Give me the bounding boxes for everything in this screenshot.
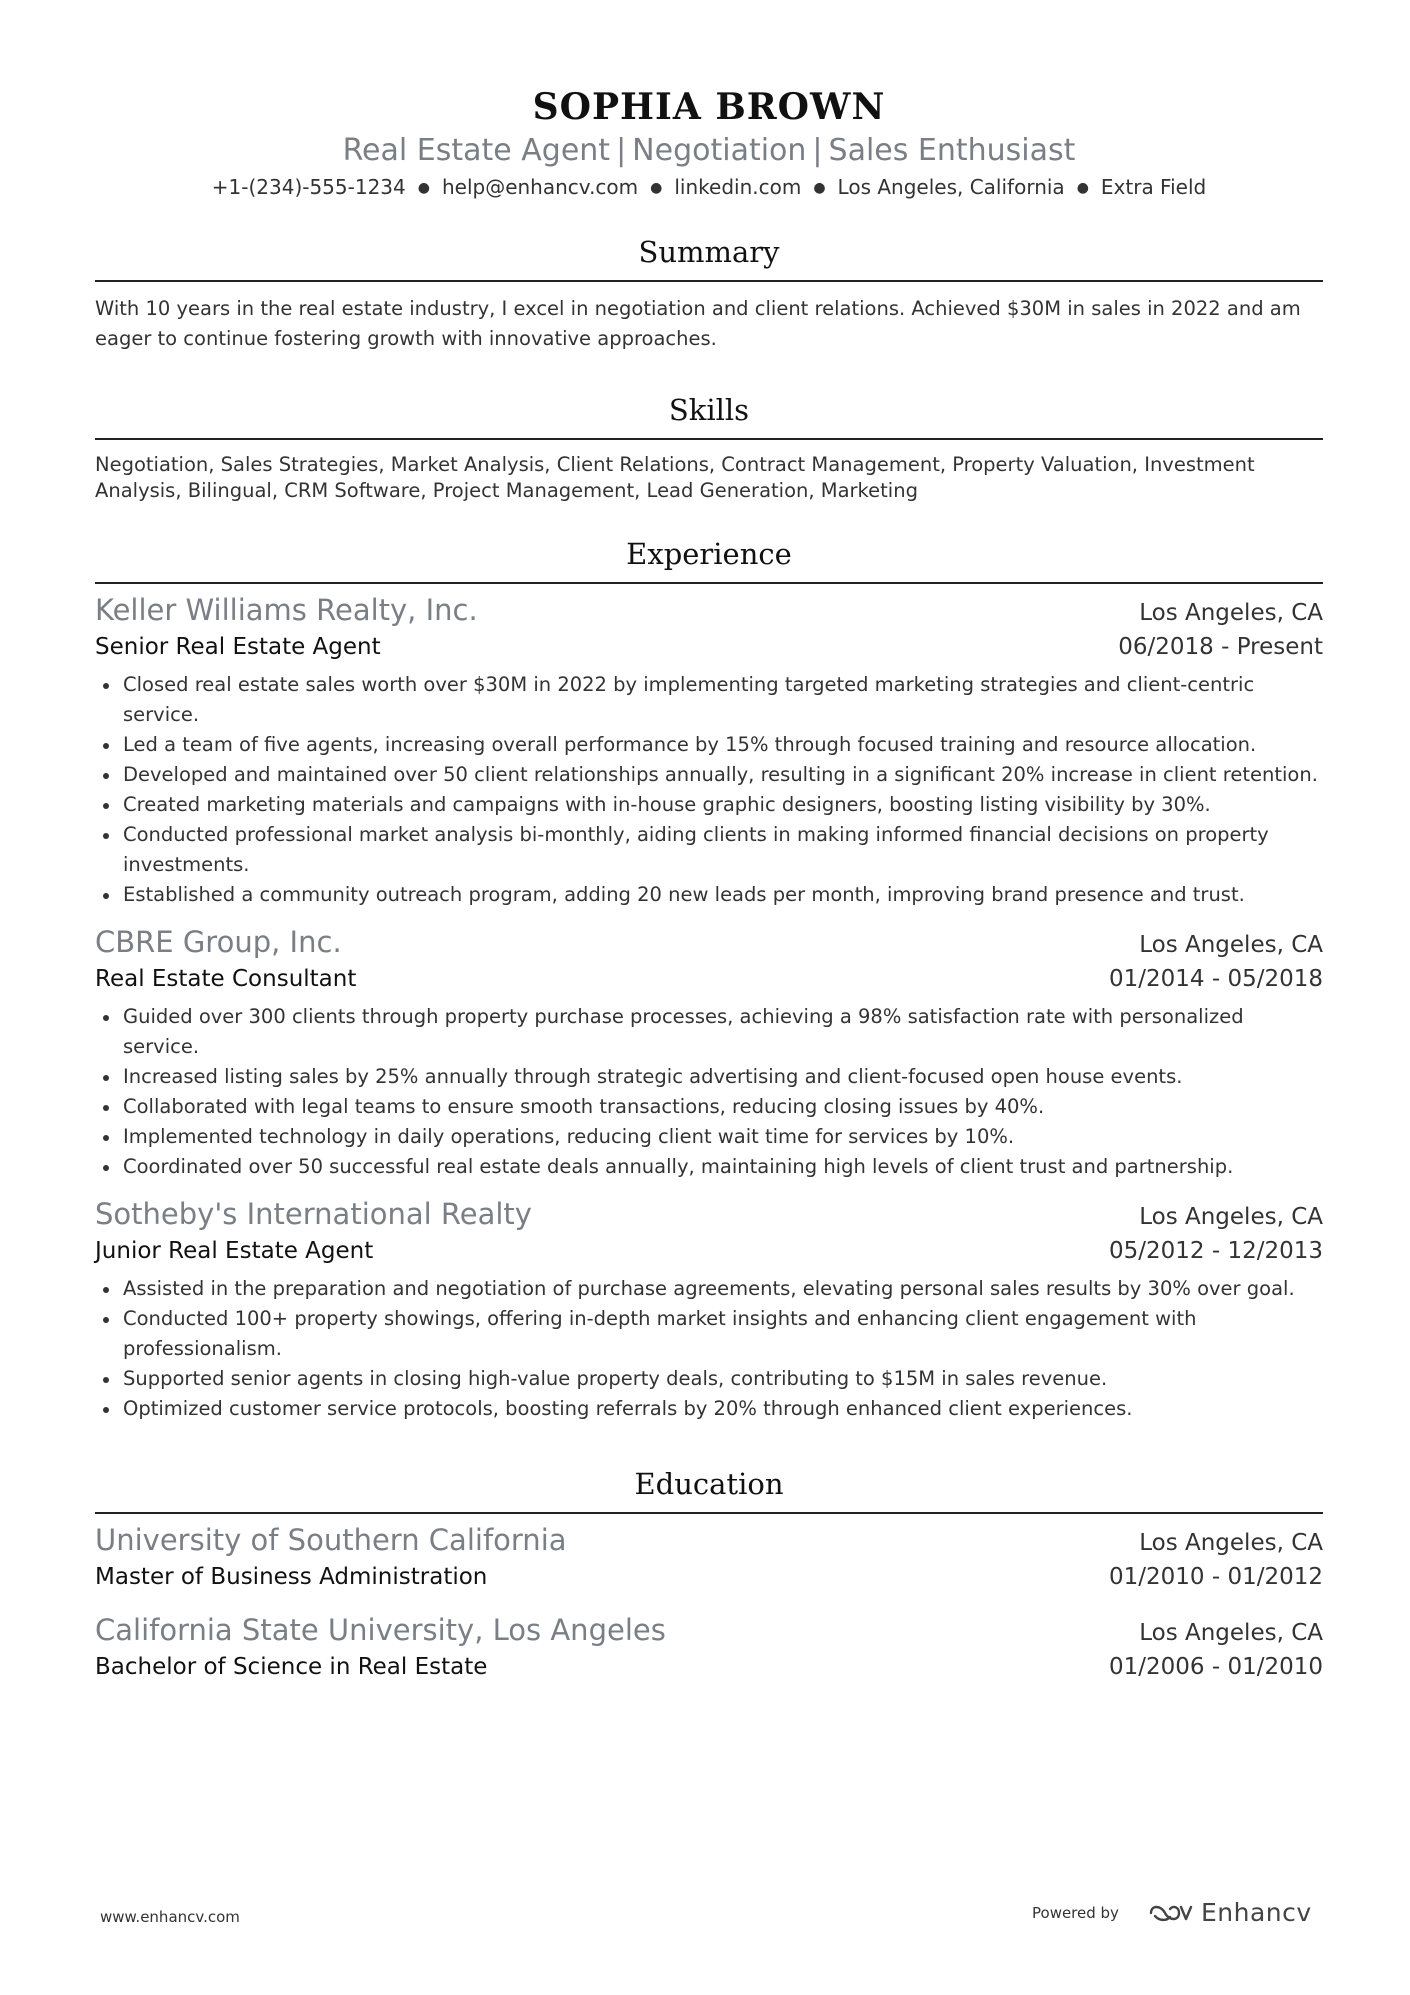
list-item: Created marketing materials and campaigns with in-house graphic designers, boosting listing visibility by 30%. <box>95 790 1323 820</box>
list-item: Supported senior agents in closing high-value property deals, contributing to $15M in sales revenue. <box>95 1364 1323 1394</box>
list-item: Conducted professional market analysis bi-monthly, aiding clients in making informed financial decisions on property investments. <box>95 820 1323 880</box>
list-item: Established a community outreach program, adding 20 new leads per month, improving brand presence and trust. <box>95 880 1323 910</box>
school-location: Los Angeles, CA <box>1139 1530 1323 1556</box>
education-dates: 01/2006 - 01/2010 <box>1108 1654 1323 1680</box>
list-item: Developed and maintained over 50 client relationships annually, resulting in a significant 20% increase in client retention. <box>95 760 1323 790</box>
contact-phone: +1-(234)-555-1234 <box>211 175 406 199</box>
headline-title-1: Real Estate Agent <box>342 133 611 168</box>
headline-title-3: Sales Enthusiast <box>828 133 1076 168</box>
school-name: California State University, Los Angeles <box>95 1613 666 1647</box>
job-location: Los Angeles, CA <box>1139 600 1323 626</box>
job-bullets <box>95 670 1323 910</box>
job-bullets <box>95 1002 1323 1182</box>
job-bullets <box>95 1274 1323 1424</box>
resume-page <box>95 85 1323 1684</box>
job-title: Real Estate Consultant <box>95 966 357 992</box>
list-item: Optimized customer service protocols, boosting referrals by 20% through enhanced client experiences. <box>95 1394 1323 1424</box>
company-name: Keller Williams Realty, Inc. <box>95 593 478 627</box>
brand-name: Enhancv <box>1200 1898 1312 1927</box>
section-title-education: Education <box>95 1464 1323 1514</box>
contact-email[interactable]: help@enhancv.com <box>441 175 639 199</box>
enhancv-logo-icon <box>1145 1899 1195 1927</box>
headline-title-2: Negotiation <box>632 133 807 168</box>
contact-extra: Extra Field <box>1100 175 1207 199</box>
job-title: Junior Real Estate Agent <box>95 1238 374 1264</box>
bullet-separator: ● <box>1076 180 1089 196</box>
job-dates: 01/2014 - 05/2018 <box>1108 966 1323 992</box>
contact-line <box>95 173 1323 202</box>
list-item: Increased listing sales by 25% annually through strategic advertising and client-focused open house events. <box>95 1062 1323 1092</box>
powered-by-label: Powered by <box>1032 1903 1119 1922</box>
school-location: Los Angeles, CA <box>1139 1620 1323 1646</box>
footer-branding <box>1032 1898 1312 1927</box>
list-item: Collaborated with legal teams to ensure smooth transactions, reducing closing issues by 40%. <box>95 1092 1323 1122</box>
contact-location: Los Angeles, California <box>837 175 1065 199</box>
contact-linkedin[interactable]: linkedin.com <box>674 175 802 199</box>
job-dates: 05/2012 - 12/2013 <box>1108 1238 1323 1264</box>
bullet-separator: ● <box>417 180 430 196</box>
experience-entry <box>95 592 1323 910</box>
school-name: University of Southern California <box>95 1523 567 1557</box>
list-item: Guided over 300 clients through property purchase processes, achieving a 98% satisfaction rate with personalized service. <box>95 1002 1323 1062</box>
company-name: CBRE Group, Inc. <box>95 925 342 959</box>
list-item: Assisted in the preparation and negotiation of purchase agreements, elevating personal sales results by 30% over goal. <box>95 1274 1323 1304</box>
experience-entry <box>95 1196 1323 1424</box>
skills-text: Negotiation, Sales Strategies, Market Analysis, Client Relations, Contract Management, Property Valuation, Investment Analysis, Bilingual, CRM Software, Project Management, Lead Generation, Marketing <box>95 453 1255 502</box>
job-dates: 06/2018 - Present <box>1118 634 1323 660</box>
education-entry <box>95 1612 1323 1684</box>
list-item: Led a team of five agents, increasing overall performance by 15% through focused training and resource allocation. <box>95 730 1323 760</box>
headline-separator: | <box>812 133 823 168</box>
degree: Master of Business Administration <box>95 1564 488 1590</box>
section-title-summary: Summary <box>95 232 1323 282</box>
headline <box>95 131 1323 171</box>
job-title: Senior Real Estate Agent <box>95 634 381 660</box>
job-location: Los Angeles, CA <box>1139 932 1323 958</box>
bullet-separator: ● <box>650 180 663 196</box>
education-dates: 01/2010 - 01/2012 <box>1108 1564 1323 1590</box>
bullet-separator: ● <box>813 180 826 196</box>
company-name: Sotheby's International Realty <box>95 1197 532 1231</box>
footer-website[interactable]: www.enhancv.com <box>100 1908 240 1926</box>
list-item: Implemented technology in daily operations, reducing client wait time for services by 10%. <box>95 1122 1323 1152</box>
list-item: Coordinated over 50 successful real estate deals annually, maintaining high levels of client trust and partnership. <box>95 1152 1323 1182</box>
education-entry <box>95 1522 1323 1594</box>
list-item: Closed real estate sales worth over $30M in 2022 by implementing targeted marketing strategies and client-centric service. <box>95 670 1323 730</box>
job-location: Los Angeles, CA <box>1139 1204 1323 1230</box>
degree: Bachelor of Science in Real Estate <box>95 1654 488 1680</box>
summary-text: With 10 years in the real estate industry, I excel in negotiation and client relations. Achieved $30M in sales in 2022 and am eager to continue fostering growth with innovative approaches. <box>95 297 1301 350</box>
headline-separator: | <box>616 133 627 168</box>
candidate-name: SOPHIA BROWN <box>532 86 886 128</box>
section-title-experience: Experience <box>95 534 1323 584</box>
list-item: Conducted 100+ property showings, offering in-depth market insights and enhancing client engagement with professionalism. <box>95 1304 1323 1364</box>
section-title-skills: Skills <box>95 390 1323 440</box>
experience-entry <box>95 924 1323 1182</box>
